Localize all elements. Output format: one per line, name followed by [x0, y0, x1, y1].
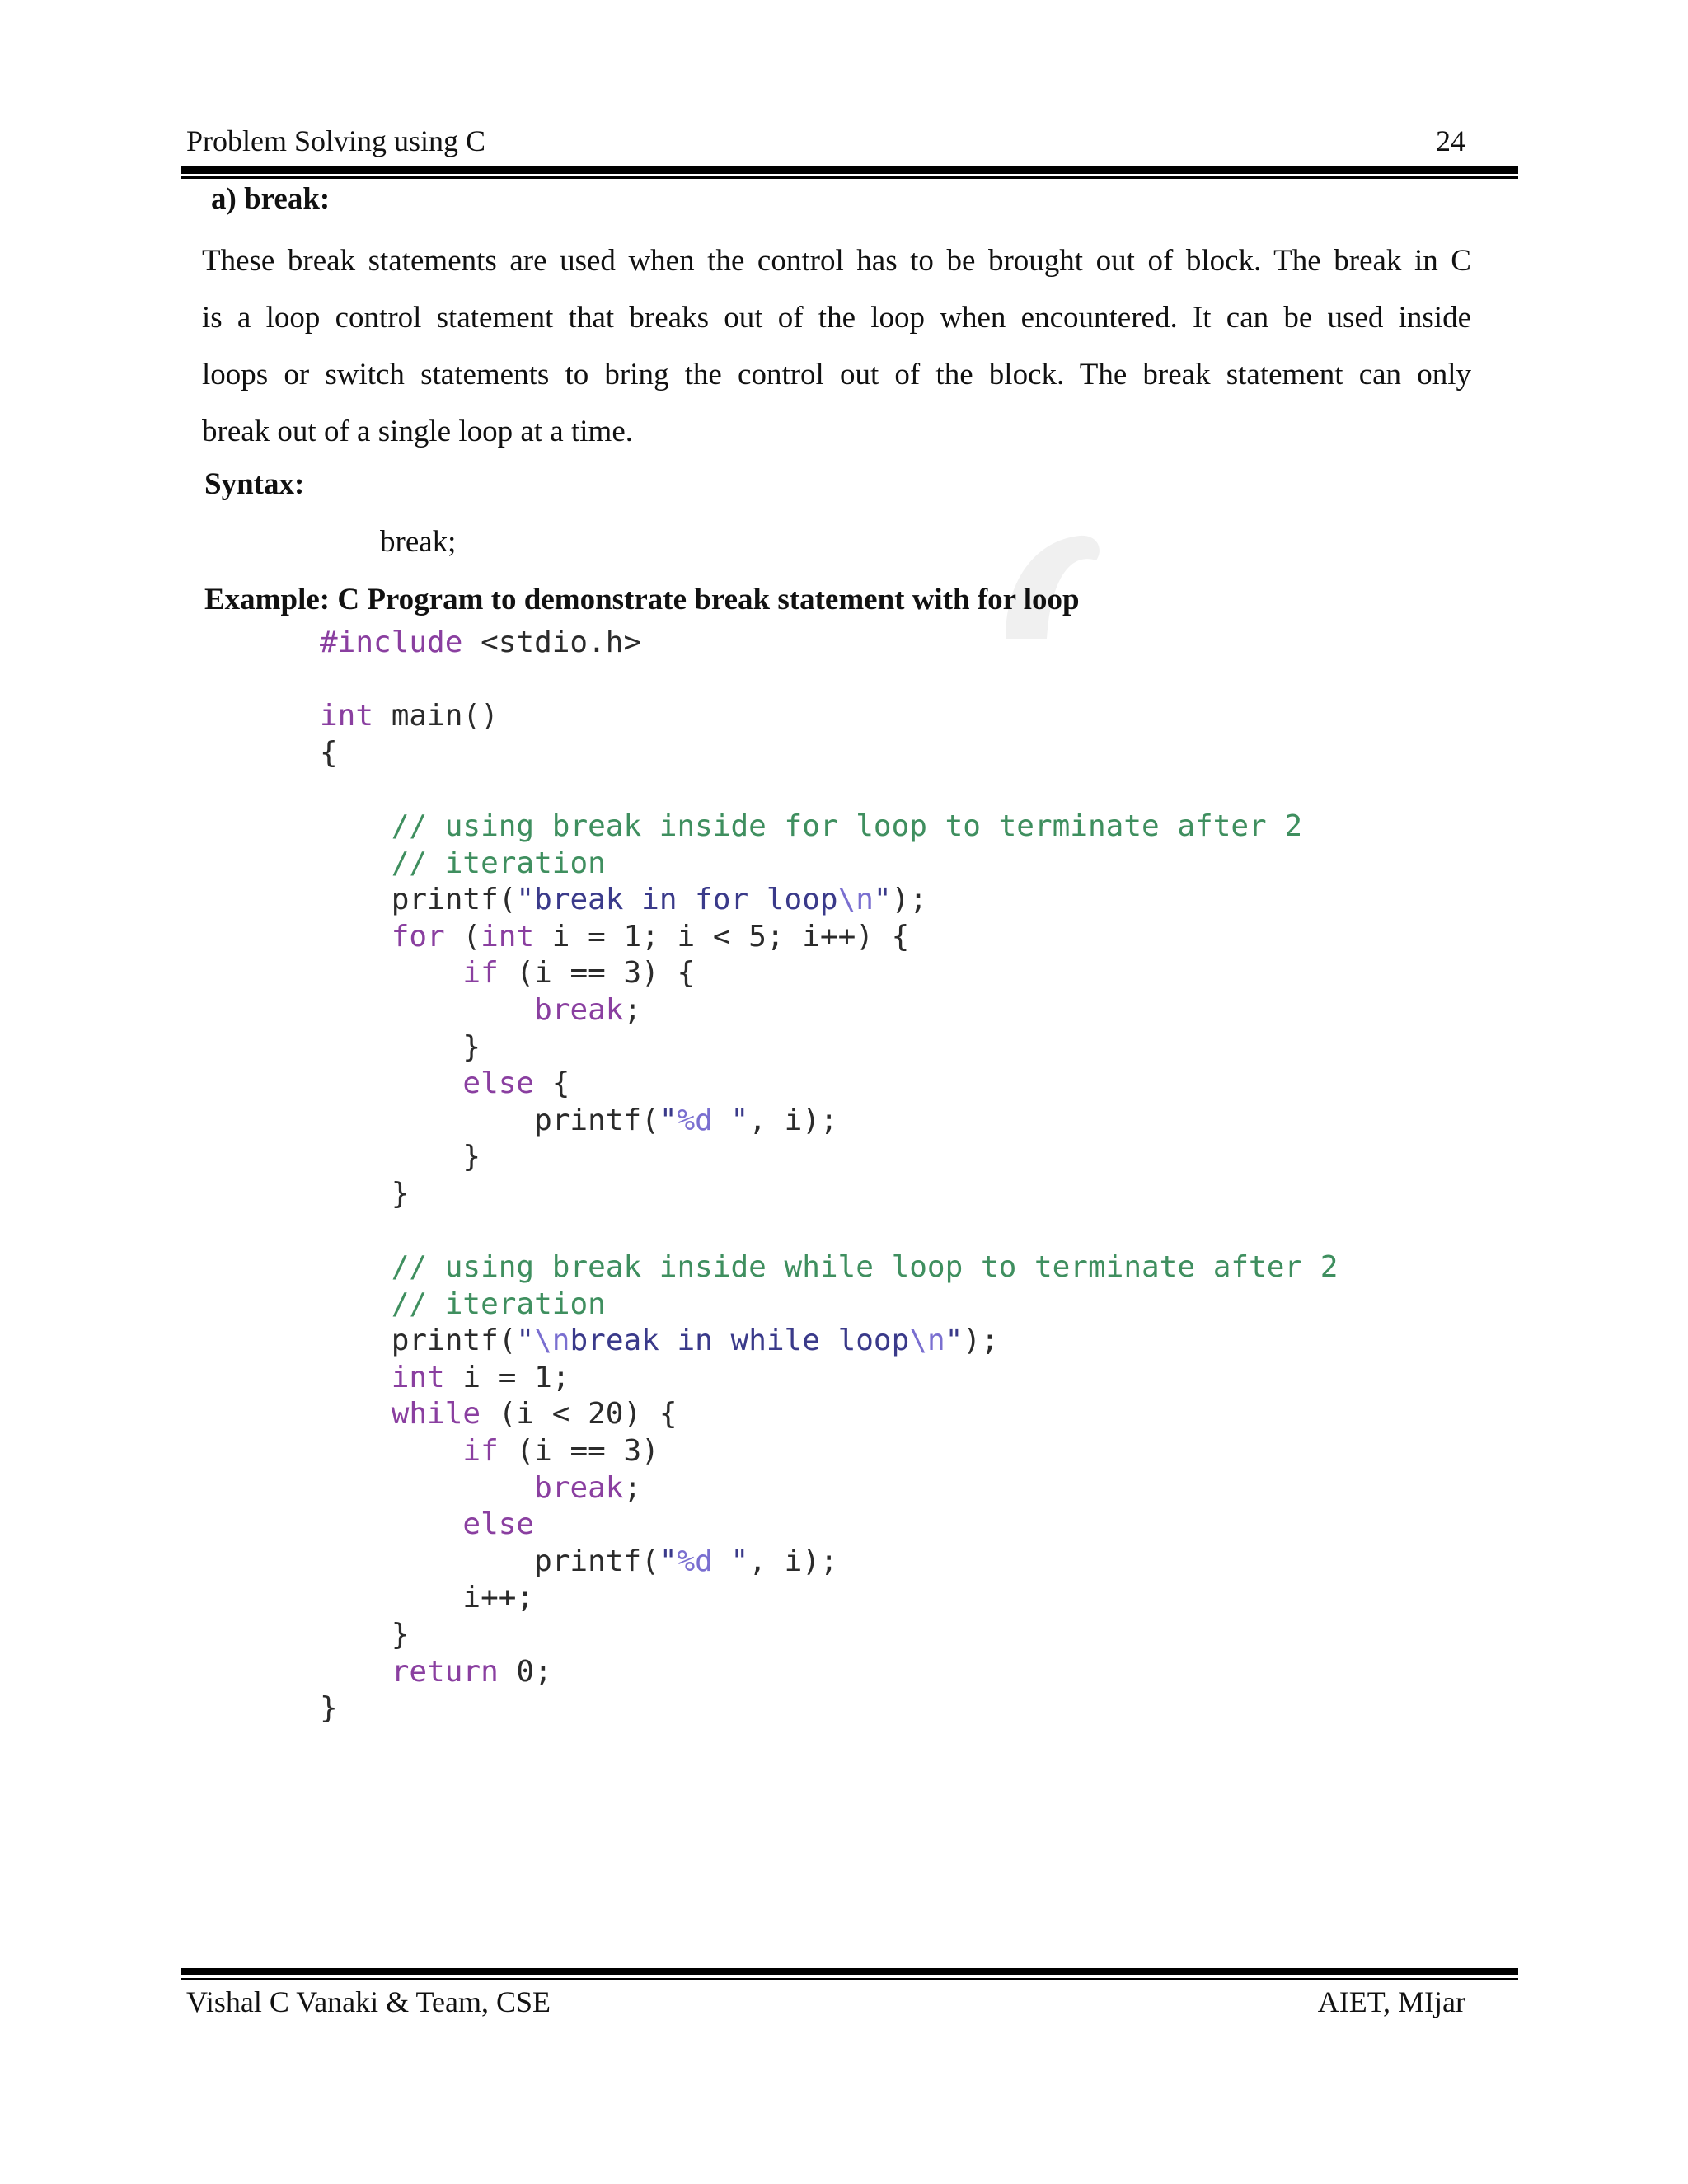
syntax-code: break; — [380, 525, 457, 559]
header-rule-thick — [181, 166, 1518, 174]
example-title: Example: C Program to demonstrate break statement with for loop — [204, 583, 1080, 616]
body-paragraph — [202, 232, 1471, 460]
code-line: printf("\nbreak in while loop\n"); — [320, 1324, 999, 1358]
code-line — [320, 771, 1338, 808]
code-line: return 0; — [391, 1654, 552, 1689]
code-line: i++; — [320, 1581, 535, 1615]
footer-rule-thin — [181, 1978, 1518, 1980]
code-line: if (i == 3) — [462, 1434, 659, 1469]
header-title: Problem Solving using C — [186, 124, 486, 157]
section-heading: a) break: — [211, 182, 331, 216]
code-line: break; — [534, 1470, 642, 1505]
code-line: #include <stdio.h> — [320, 626, 642, 659]
paragraph-line: is a loop control statement that breaks out of the loop when encountered. It can be used inside — [202, 301, 1471, 335]
code-line: int i = 1; — [391, 1360, 570, 1394]
code-line: // iteration — [391, 1286, 606, 1321]
code-line — [320, 1213, 1338, 1250]
page-number: 24 — [1436, 124, 1465, 157]
code-line: printf("break in for loop\n"); — [320, 883, 927, 917]
header-rule-thin — [181, 176, 1518, 179]
code-line: for (int i = 1; i < 5; i++) { — [391, 919, 910, 954]
code-line: printf("%d ", i); — [320, 1103, 838, 1137]
code-line: int main() — [320, 699, 499, 733]
footer-author: Vishal C Vanaki & Team, CSE — [186, 1985, 551, 2018]
paragraph-line: These break statements are used when the control has to be brought out of block. The break in C — [202, 244, 1471, 278]
code-line — [320, 662, 1338, 699]
code-line: // using break inside while loop to terminate after 2 — [391, 1250, 1339, 1285]
paragraph-line: loops or switch statements to bring the control out of the block. The break statement can only — [202, 358, 1471, 391]
footer-institution: AIET, MIjar — [1317, 1985, 1465, 2018]
code-line: } — [320, 1029, 481, 1064]
code-line: // using break inside for loop to terminate after 2 — [391, 808, 1303, 843]
code-line: printf("%d ", i); — [320, 1544, 838, 1578]
code-line: else — [462, 1507, 535, 1542]
paragraph-line: break out of a single loop at a time. — [202, 415, 633, 448]
code-line: } — [320, 1618, 410, 1652]
code-line: while (i < 20) { — [391, 1397, 678, 1432]
code-line: { — [320, 735, 338, 770]
syntax-label: Syntax: — [204, 467, 305, 501]
code-line: break; — [534, 992, 642, 1027]
code-line: } — [320, 1176, 410, 1211]
code-line: else { — [462, 1066, 570, 1101]
code-line: } — [320, 1140, 481, 1174]
code-line: if (i == 3) { — [462, 956, 696, 991]
code-line: // iteration — [391, 846, 606, 880]
footer-rule-thick — [181, 1968, 1518, 1975]
code-line: } — [320, 1691, 338, 1726]
code-block — [320, 625, 1338, 1727]
